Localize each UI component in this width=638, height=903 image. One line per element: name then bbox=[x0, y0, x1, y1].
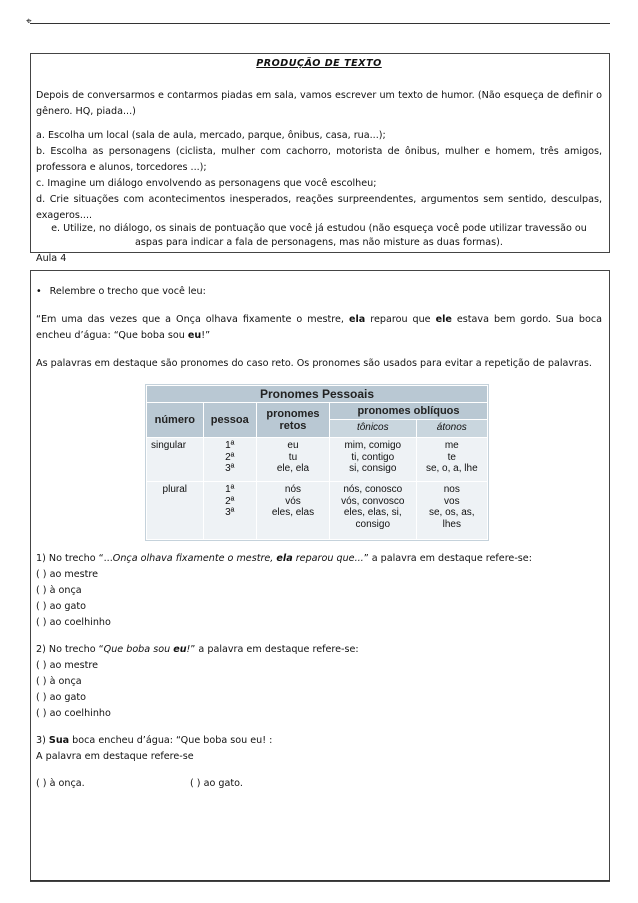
col-header-retos: pronomes retos bbox=[256, 403, 329, 438]
task-item-e: e. Utilize, no diálogo, os sinais de pontuação que você já estudou (não esqueça você pode utilizar travessão ou aspas para indicar a fala de personagens, mas não misture as duas formas). bbox=[51, 223, 587, 248]
pronoun-table bbox=[145, 384, 489, 541]
col-header-number: número bbox=[147, 403, 204, 438]
cell-plural-atonos: nos vos se, os, as, lhes bbox=[416, 482, 487, 540]
col-header-person: pessoa bbox=[203, 403, 256, 438]
question-2: 2) No trecho “Que boba sou eu!” a palavra em destaque refere-se: bbox=[36, 644, 359, 655]
lesson-label: Aula 4 bbox=[36, 253, 67, 264]
cell-plural-retos: nós vós eles, elas bbox=[256, 482, 329, 540]
cell-plural-tonicos: nós, conosco vós, convosco eles, elas, si, consigo bbox=[329, 482, 416, 540]
recall-bullet: • Relembre o trecho que você leu: bbox=[36, 284, 602, 300]
bottom-rule bbox=[30, 880, 610, 881]
question-3: 3) Sua boca encheu d’água: “Que boba sou eu! : bbox=[36, 735, 273, 746]
task-item-d: d. Crie situações com acontecimentos inesperados, reações surpreendentes, argumentos sem sentido, desculpas, exageros.... bbox=[36, 194, 602, 221]
task-intro: Depois de conversarmos e contarmos piadas em sala, vamos escrever um texto de humor. (Não esqueça de definir o gênero. HQ, piada...) bbox=[36, 90, 602, 117]
sub-header-atonos: átonos bbox=[416, 420, 487, 438]
q3-option-gato[interactable]: ( ) ao gato. bbox=[190, 778, 243, 789]
table-title: Pronomes Pessoais bbox=[147, 386, 488, 403]
col-header-obliquos: pronomes oblíquos bbox=[329, 403, 487, 420]
sub-header-tonicos: tônicos bbox=[329, 420, 416, 438]
q3-option-onca[interactable]: ( ) à onça. bbox=[36, 778, 85, 789]
q2-option-gato[interactable]: ( ) ao gato bbox=[36, 692, 86, 703]
q1-option-mestre[interactable]: ( ) ao mestre bbox=[36, 569, 99, 580]
quote-paragraph: “Em uma das vezes que a Onça olhava fixamente o mestre, ela reparou que ele estava bem gordo. Sua boca encheu d’água: “Que boba sou eu!” bbox=[36, 314, 602, 341]
cell-singular-pessoa: 1ª 2ª 3ª bbox=[203, 438, 256, 482]
row-label-singular: singular bbox=[147, 438, 204, 482]
task-item-a: a. Escolha um local (sala de aula, mercado, parque, ônibus, casa, rua...); bbox=[36, 130, 386, 141]
page-title: PRODUÇÃO DE TEXTO bbox=[256, 58, 382, 69]
cell-plural-pessoa: 1ª 2ª 3ª bbox=[203, 482, 256, 540]
cell-singular-retos: eu tu ele, ela bbox=[256, 438, 329, 482]
question-3-line2: A palavra em destaque refere-se bbox=[36, 751, 194, 762]
q1-option-gato[interactable]: ( ) ao gato bbox=[36, 601, 86, 612]
cell-singular-tonicos: mim, comigo ti, contigo si, consigo bbox=[329, 438, 416, 482]
corner-anchor-icon: ⌖ bbox=[26, 16, 32, 27]
top-rule bbox=[30, 23, 610, 24]
task-item-c: c. Imagine um diálogo envolvendo as personagens que você escolheu; bbox=[36, 178, 377, 189]
q1-option-coelhinho[interactable]: ( ) ao coelhinho bbox=[36, 617, 111, 628]
q1-option-onca[interactable]: ( ) à onça bbox=[36, 585, 82, 596]
q2-option-onca[interactable]: ( ) à onça bbox=[36, 676, 82, 687]
cell-singular-atonos: me te se, o, a, lhe bbox=[416, 438, 487, 482]
q2-option-coelhinho[interactable]: ( ) ao coelhinho bbox=[36, 708, 111, 719]
explanation-paragraph: As palavras em destaque são pronomes do caso reto. Os pronomes são usados para evitar a repetição de palavras. bbox=[36, 358, 592, 369]
q2-option-mestre[interactable]: ( ) ao mestre bbox=[36, 660, 99, 671]
question-1: 1) No trecho “...Onça olhava fixamente o mestre, ela reparou que...” a palavra em destaque refere-se: bbox=[36, 553, 532, 564]
row-label-plural: plural bbox=[147, 482, 204, 540]
task-item-b: b. Escolha as personagens (ciclista, mulher com cachorro, motorista de ônibus, mulher e homem, três amigos, professora e alunos, torcedores ...); bbox=[36, 146, 602, 173]
